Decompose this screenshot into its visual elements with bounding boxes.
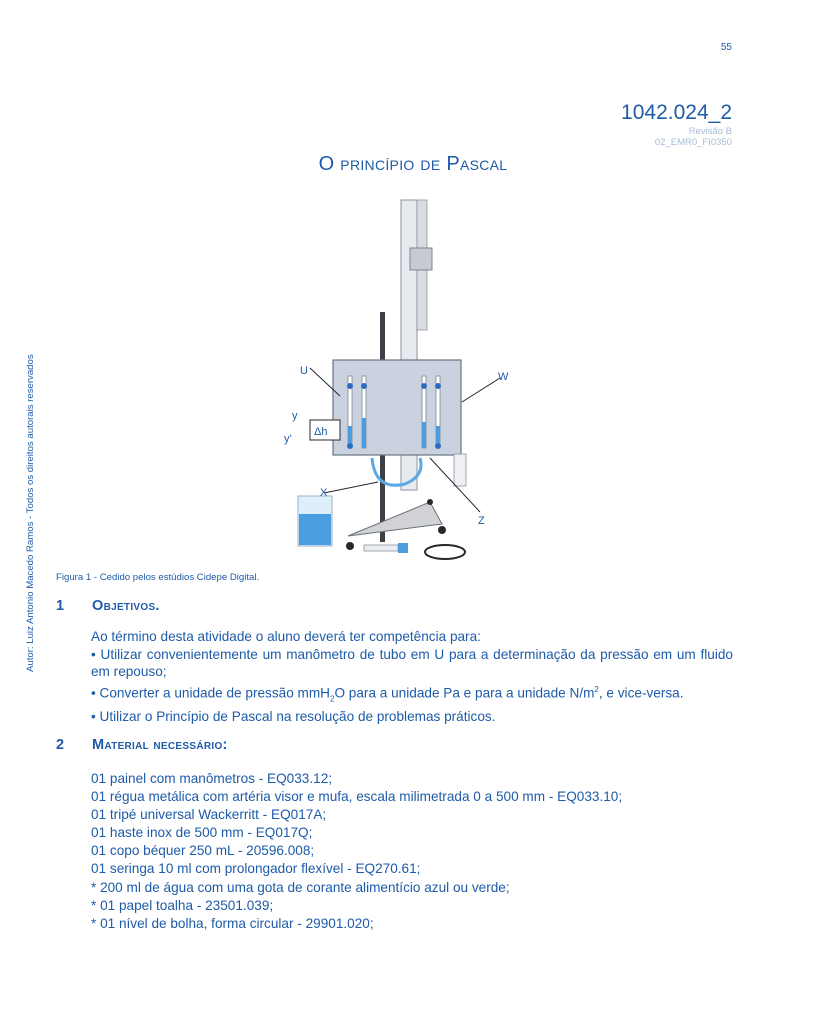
apparatus-illustration [280,196,509,566]
label-w: W [498,371,509,383]
author-credit: Autor: Luiz Antonio Macedo Ramos - Todos os direitos autorais reservados [25,354,36,672]
label-u: U [300,365,308,377]
tube-coil [425,545,465,559]
revision-label: Revisão B [688,126,732,137]
section-heading-materials [56,737,228,753]
label-z: Z [478,515,485,527]
section-title: Material necessário: [92,737,228,753]
page-title: O princípio de Pascal [318,153,508,175]
objective-item-2: • Converter a unidade de pressão mmH$_2$O para a unidade Pa e para a unidade $N/m^2$, e vice-versa. [91,685,684,704]
tripod-base [348,502,442,536]
list-item: 01 seringa 10 ml com prolongador flexível - EQ270.61; [91,861,421,877]
label-y: y [292,410,298,422]
list-item: * 200 ml de água com uma gota de corante alimentício azul ou verde; [91,879,510,895]
label-y-prime: y’ [284,433,292,445]
label-x: X [320,487,328,499]
list-item: 01 copo béquer 250 mL - 20596.008; [91,843,315,859]
syringe [364,545,398,551]
objectives-intro: Ao término desta atividade o aluno deverá ter competência para: [91,629,481,644]
list-item: 01 tripé universal Wackerritt - EQ017A; [91,807,327,823]
materials-list [91,770,622,933]
section-heading-objectives [56,598,160,614]
objectives-body [56,628,733,726]
document-code: 1042.024_2 [621,101,732,124]
ruler-clamp [410,248,432,270]
section-title: Objetivos. [92,598,160,614]
section-number: 1 [56,598,65,614]
list-item: 01 régua metálica com artéria visor e mufa, escala milimetrada 0 a 500 mm - EQ033.10; [91,789,623,805]
figure-caption: Figura 1 - Cedido pelos estúdios Cidepe Digital. [56,572,260,583]
objective-item-1: • Utilizar convenientemente um manômetro de tubo em U para a determinação da pressão em um fluido em repouso; [91,646,733,680]
page-number: 55 [720,42,732,53]
reference-code: 02_EMR0_FI0350 [654,137,732,148]
list-item: * 01 nível de bolha, forma circular - 29901.020; [91,915,374,931]
apparatus-figure [280,196,509,566]
section-number: 2 [56,737,65,753]
label-delta-h: Δh [314,426,328,438]
objective-item-3: • Utilizar o Princípio de Pascal na resolução de problemas práticos. [91,709,496,725]
list-item: 01 haste inox de 500 mm - EQ017Q; [91,825,313,841]
document-code-block [621,100,732,148]
list-item: * 01 papel toalha - 23501.039; [91,897,274,913]
list-item: 01 painel com manômetros - EQ033.12; [91,771,333,786]
